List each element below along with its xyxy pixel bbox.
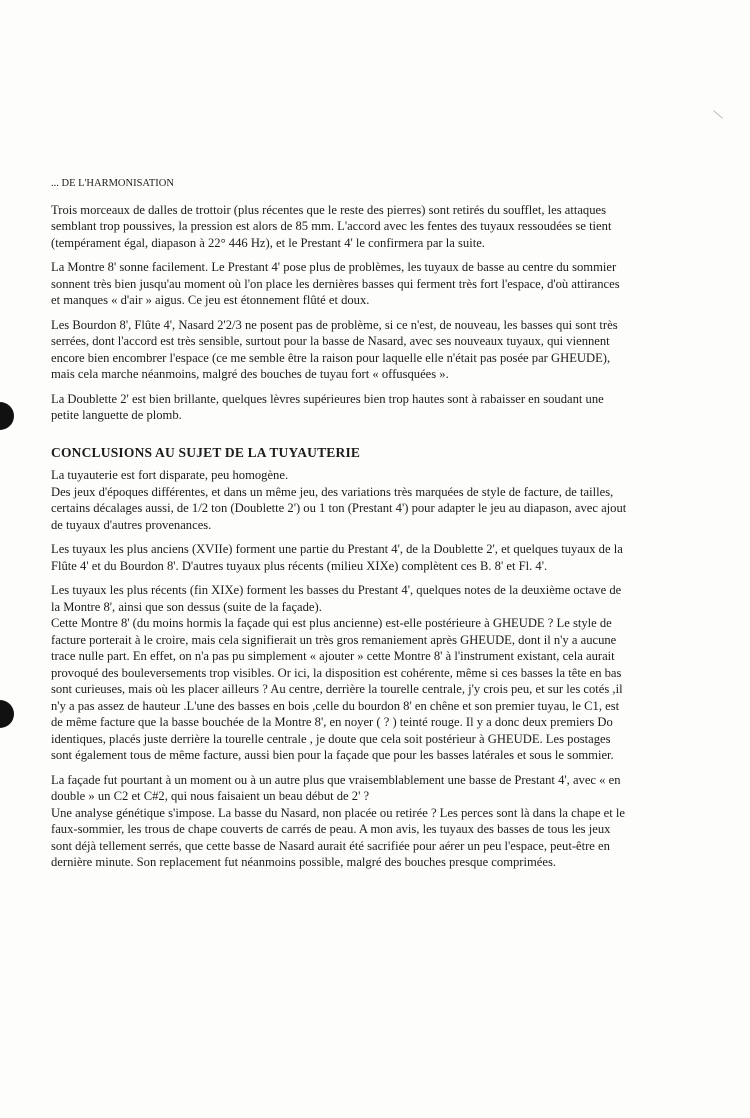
section-label: ... DE L'HARMONISATION [51,178,174,189]
paragraph: Les tuyaux les plus récents (fin XIXe) forment les basses du Prestant 4', quelques notes de la deuxième octave de la Montre 8', ainsi que son dessus (suite de la façade). Cette Montre 8' (du moins hormis la façade qui est plus ancienne) est-elle postérieure à GHEUDE ? Le style de facture porterait à le croire, mais cela signifierait un très gros remaniement après GHEUDE, dont il n'y a aucune trace nulle part. En effet, on n'a pas pu simplement « ajouter » cette Montre 8' à l'instrument existant, cela aurait provoqué des bouleversements trop visibles. Or ici, la disposition est cohérente, même si ces basses la tête en bas sont curieuses, mais où les placer ailleurs ? Au centre, derrière la tourelle centrale, j'y crois peu, et sur les cotés ,il n'y a pas assez de hauteur .L'une des basses en bois ,celle du bourdon 8' en chêne et son premier tuyau, le C1, est de même facture que la basse bouchée de la Montre 8', en noyer ( ? ) teinté rouge. Il y a donc deux premiers Do identiques, placés juste derrière la tourelle centrale , je doute que cela soit postérieur à GHEUDE. Les postages sont également tous de même facture, aussi bien pour la façade que pour les basses latérales et sous le sommier. [51,583,623,762]
paragraph: Les tuyaux les plus anciens (XVIIe) forment une partie du Prestant 4', de la Doublette 2', et quelques tuyaux de la Flûte 4' et du Bourdon 8'. D'autres tuyaux plus récents (milieu XIXe) complètent ces B. 8' et Fl. 4'. [51,542,623,573]
paragraph: Les Bourdon 8', Flûte 4', Nasard 2'2/3 ne posent pas de problème, si ce n'est, de nouveau, les basses qui sont très serrées, dont l'accord est très sensible, surtout pour la basse de Nasard, avec ses nouveaux tuyaux, qui viennent encore bien encombrer l'espace (ce me semble être la raison pour laquelle elle n'était pas posée par GHEUDE), mais cela marche néanmoins, malgré des bouches de tuyau fort « offusquées ». [51,317,618,381]
paragraph: Trois morceaux de dalles de trottoir (plus récentes que le reste des pierres) sont retirés du soufflet, les attaques semblant trop poussives, la pression est alors de 85 mm. L'accord avec les fentes des tuyaux ressoudées se tient (tempérament égal, diapason à 22° 446 Hz), et le Prestant 4' le confirmera par la suite. [51,202,612,250]
conclusions-heading: CONCLUSIONS AU SUJET DE LA TUYAUTERIE [51,444,361,460]
paragraph: La Montre 8' sonne facilement. Le Prestant 4' pose plus de problèmes, les tuyaux de basse au centre du sommier sonnent très bien jusqu'au moment où l'on place les dernières basses qui ferment très fort l'espace, d'où attirances et manques « d'air » aigus. Ce jeu est étonnement flûté et doux. [51,260,620,307]
document-body [51,176,631,879]
paragraph: La tuyauterie est fort disparate, peu homogène. Des jeux d'époques différentes, et dans un même jeu, des variations très marquées de style de facture, de tailles, certains décalages aussi, de 1/2 ton (Doublette 2') ou 1 ton (Prestant 4') pour adapter le jeu au diapason, avec ajout de tuyaux d'autres provenances. [51,468,627,532]
punch-hole-upper [0,402,14,430]
scan-mark [713,110,723,118]
paragraph: La Doublette 2' est bien brillante, quelques lèvres supérieures bien trop hautes sont à rabaisser en soudant une petite languette de plomb. [51,391,604,422]
punch-hole-lower [0,700,14,728]
paragraph: La façade fut pourtant à un moment ou à un autre plus que vraisemblablement une basse de Prestant 4', avec « en double » un C2 et C#2, qui nous faisaient un beau début de 2' ? Une analyse génétique s'impose. La basse du Nasard, non placée ou retirée ? Les perces sont là dans la chape et le faux-sommier, les trous de chape couverts de carrés de peau. A mon avis, les tuyaux des basses de tous les jeux sont déjà tellement serrés, que cette basse de Nasard aurait été sacrifiée pour aérer un peu l'espace, peut-être en dernière minute. Son replacement fut néanmoins possible, malgré des bouches presque comprimées. [51,772,626,869]
